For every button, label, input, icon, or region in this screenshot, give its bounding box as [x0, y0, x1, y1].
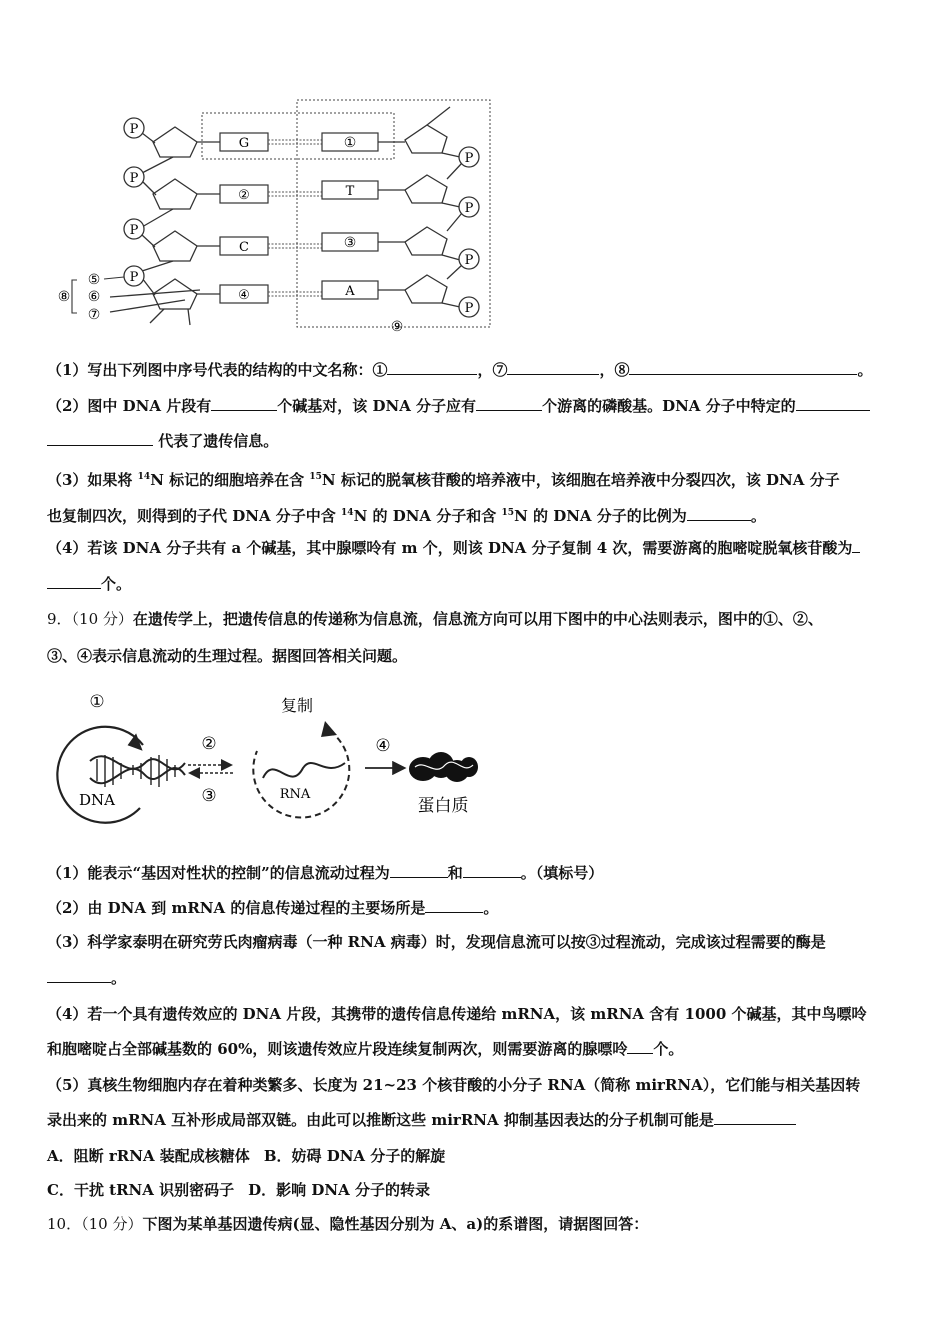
phosphate-label: P — [129, 223, 139, 238]
left-base-1: G — [238, 136, 250, 151]
answer-blank[interactable] — [687, 504, 751, 521]
q8-p1-text: （1）写出下列图中序号代表的结构的中文名称：① — [47, 361, 388, 379]
q9-p5-a: （5）真核生物细胞内存在着种类繁多、长度为 21~23 个核苷酸的小分子 RNA（简称 mirRNA），它们能与相关基因转 — [47, 1076, 861, 1094]
answer-blank[interactable] — [627, 1037, 653, 1054]
q8-p4-a: （4）若该 DNA 分子共有 a 个碱基，其中腺嘌呤有 m 个，则该 DNA 分子复制 4 次，需要游离的胞嘧啶脱氧核苷酸为 — [47, 539, 853, 557]
q9-intro — [47, 607, 910, 631]
label-8: ⑧ — [57, 289, 71, 305]
answer-blank[interactable] — [47, 429, 153, 446]
right-base-4: A — [345, 284, 355, 299]
rna-label: RNA — [279, 787, 311, 802]
q8-p3-b: N 标记的细胞培养在含 — [150, 471, 310, 489]
right-base-3: ③ — [343, 235, 357, 251]
q8-p3-sup3: 14 — [341, 508, 354, 518]
q8-p3-e: N 的 DNA 分子和含 — [353, 507, 502, 525]
q9-part5-cont — [47, 1108, 910, 1132]
sugar-pentagon — [405, 175, 447, 203]
q8-p2-b: 个碱基对，该 DNA 分子应有 — [277, 397, 477, 415]
option-a[interactable]: A．阻断 rRNA 装配成核糖体 — [47, 1147, 250, 1165]
dna-helix-icon — [90, 755, 185, 787]
label-5: ⑤ — [87, 272, 101, 288]
label-6: ⑥ — [87, 289, 101, 305]
q8-p1-sep2: ，⑧ — [599, 361, 630, 379]
answer-blank[interactable] — [387, 358, 477, 375]
q9-p4-a: （4）若一个具有遗传效应的 DNA 片段，其携带的遗传信息传递给 mRNA，该 mRNA 含有 1000 个碱基，其中鸟嘌呤 — [47, 1005, 867, 1023]
phosphate-label: P — [464, 201, 474, 216]
q8-part2 — [47, 394, 910, 418]
sugar-pentagon — [405, 275, 447, 303]
q9-p3-end: 。 — [111, 969, 127, 987]
q8-p3-d: 也复制四次，则得到的子代 DNA 分子中含 — [47, 507, 342, 525]
phosphate-left — [124, 118, 144, 286]
q8-part4-cont — [47, 572, 910, 596]
dna-label: DNA — [79, 791, 115, 809]
rna-strand-icon — [263, 763, 345, 778]
label-4: ④ — [375, 736, 391, 756]
dna-structure-figure — [50, 95, 500, 340]
q10-text: 下图为某单基因遗传病(显、隐性基因分别为 A、a)的系谱图，请据图回答： — [142, 1215, 649, 1233]
q9-intro-a: 在遗传学上，把遗传信息的传递称为信息流，信息流方向可以用下图中的中心法则表示，图中的①、②、 — [132, 610, 823, 628]
sugar-pentagon — [405, 125, 447, 153]
answer-blank[interactable] — [47, 572, 101, 589]
q9-part1 — [47, 861, 910, 885]
q8-part4 — [47, 536, 910, 560]
question-number: 10．（10 分） — [47, 1215, 143, 1233]
rna-replication-arrow — [253, 731, 349, 817]
option-d[interactable]: D．影响 DNA 分子的转录 — [248, 1181, 430, 1199]
q9-p1-a: （1）能表示“基因对性状的控制”的信息流动过程为 — [47, 864, 390, 882]
q9-p2-end: 。 — [483, 899, 499, 917]
sugar-pentagon — [153, 127, 197, 157]
q8-p3-f: N 的 DNA 分子的比例为 — [514, 507, 687, 525]
left-base-4: ④ — [238, 288, 250, 303]
phosphate-label: P — [129, 171, 139, 186]
label-2: ② — [201, 734, 217, 754]
q9-part3 — [47, 930, 910, 954]
q8-part3-cont — [47, 501, 910, 528]
q8-p3-end: 。 — [750, 507, 766, 525]
q8-p3-sup4: 15 — [501, 508, 515, 518]
q8-p1-sep1: ，⑦ — [477, 361, 508, 379]
q8-p2-a: （2）图中 DNA 片段有 — [47, 397, 212, 415]
question-number: 9．（10 分） — [47, 610, 133, 628]
option-c[interactable]: C．干扰 tRNA 识别密码子 — [47, 1181, 235, 1199]
q9-intro-b: ③、④表示信息流动的生理过程。据图回答相关问题。 — [47, 647, 408, 665]
q8-part3 — [47, 465, 910, 492]
right-base-1: ① — [343, 135, 357, 151]
phosphate-label: P — [464, 151, 474, 166]
phosphate-label: P — [464, 253, 474, 268]
q8-p2-c: 个游离的磷酸基。DNA 分子中特定的 — [542, 397, 796, 415]
answer-blank[interactable] — [425, 896, 483, 913]
option-b[interactable]: B．妨碍 DNA 分子的解旋 — [263, 1147, 446, 1165]
q10-intro — [47, 1212, 910, 1236]
q9-part4-cont — [47, 1037, 910, 1061]
q9-p4-b: 和胞嘧啶占全部碱基数的 60%，则该遗传效应片段连续复制两次，则需要游离的腺嘌呤 — [47, 1040, 628, 1058]
right-base-2: T — [345, 184, 355, 199]
phosphate-right — [459, 147, 479, 317]
q8-part1 — [47, 358, 910, 382]
q8-part2-cont — [47, 429, 910, 453]
central-dogma-figure — [45, 683, 495, 833]
answer-blank[interactable] — [211, 394, 277, 411]
label-1: ① — [89, 692, 105, 712]
answer-blank[interactable] — [629, 358, 857, 375]
left-base-3: C — [239, 240, 249, 255]
phosphate-label: P — [129, 270, 139, 285]
label-3: ③ — [201, 786, 217, 806]
q9-part4 — [47, 1002, 910, 1026]
q9-p1-c: 。（填标号） — [520, 864, 604, 882]
answer-blank[interactable] — [507, 358, 599, 375]
left-base-2: ② — [238, 188, 250, 203]
protein-icon — [409, 752, 478, 782]
label-9: ⑨ — [390, 319, 404, 335]
answer-blank[interactable] — [47, 966, 111, 983]
answer-blank[interactable] — [476, 394, 542, 411]
q8-p3-a: （3）如果将 — [47, 471, 138, 489]
q9-part2 — [47, 896, 910, 920]
q9-intro-cont — [47, 644, 910, 668]
answer-blank[interactable] — [796, 394, 870, 411]
q9-part3-cont — [47, 966, 910, 990]
sugar-pentagon — [153, 231, 197, 261]
q8-p1-end: 。 — [857, 361, 873, 379]
q9-p5-b: 录出来的 mRNA 互补形成局部双链。由此可以推断这些 mirRNA 抑制基因表达的分子机制可能是 — [47, 1111, 714, 1129]
phosphate-label: P — [129, 122, 139, 137]
phosphate-label: P — [464, 301, 474, 316]
q9-p3-a: （3）科学家泰明在研究劳氏肉瘤病毒（一种 RNA 病毒）时，发现信息流可以按③过程流动，完成该过程需要的酶是 — [47, 933, 826, 951]
q9-options-row2 — [47, 1178, 910, 1202]
q8-p4-end: 个。 — [101, 575, 132, 593]
answer-blank[interactable] — [390, 861, 448, 878]
answer-blank[interactable] — [714, 1108, 796, 1125]
protein-label: 蛋白质 — [417, 796, 469, 816]
answer-blank[interactable] — [463, 861, 521, 878]
answer-blank[interactable] — [852, 536, 860, 553]
sugar-pentagon — [153, 179, 197, 209]
q8-p2-d: 代表了遗传信息。 — [153, 432, 279, 450]
replicate-label: 复制 — [280, 696, 314, 715]
q9-part5 — [47, 1073, 910, 1097]
sugar-pentagon — [405, 227, 447, 255]
label-7: ⑦ — [87, 307, 101, 323]
q8-p3-sup2: 15 — [309, 472, 322, 482]
q8-p3-c: N 标记的脱氧核苷酸的培养液中，该细胞在培养液中分裂四次，该 DNA 分子 — [321, 471, 840, 489]
q9-p1-b: 和 — [447, 864, 463, 882]
q9-p2-a: （2）由 DNA 到 mRNA 的信息传递过程的主要场所是 — [47, 899, 426, 917]
q9-options-row1 — [47, 1144, 910, 1168]
q9-p4-end: 个。 — [653, 1040, 684, 1058]
q8-p3-sup1: 14 — [137, 472, 151, 482]
